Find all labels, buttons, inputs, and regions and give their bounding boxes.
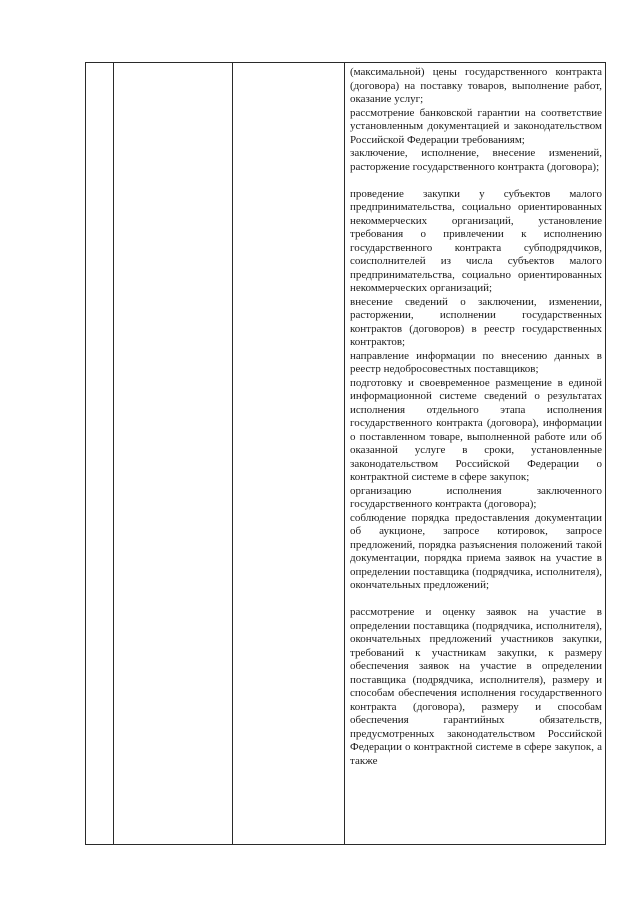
- paragraph-gap: [350, 593, 602, 607]
- paragraph: рассмотрение и оценку заявок на участие в определении поставщика (подрядчика, исполнителя), окончательных предложений участников закупки, требований к участникам закупки, к размеру обеспечения заявок на участие в определении поставщика (подрядчика, исполнителя), размеру и способам обеспечения исполнения государственного контракта (договора), размеру и способам обеспечения гарантийных обязательств, предусмотренных законодательством Российской Федерации о контрактной системе в сфере закупок, а также: [350, 606, 602, 767]
- paragraph: направление информации по внесению данных в реестр недобросовестных поставщиков;: [350, 349, 602, 375]
- paragraph: соблюдение порядка предоставления документации об аукционе, запросе котировок, запросе предложений, порядка разъяснения положений такой документации, порядка приема заявок на участие в определении поставщика (подрядчика, исполнителя), окончательных предложений;: [350, 511, 602, 591]
- column-divider-3: [344, 63, 345, 844]
- paragraph: подготовку и своевременное размещение в единой информационной системе сведений о результатах исполнения отдельного этапа исполнения государственного контракта (договора), информации о поставленном товаре, выполненной работе или об оказанной услуге в сроки, установленные законодательством Российской Федерации о контрактной системе в сфере закупок;: [350, 376, 602, 483]
- paragraph: рассмотрение банковской гарантии на соответствие установленным документацией и законодательством Российской Федерации требованиям;: [350, 106, 602, 146]
- paragraph: (максимальной) цены государственного контракта (договора) на поставку товаров, выполнение работ, оказание услуг;: [350, 66, 602, 105]
- paragraph: организацию исполнения заключенного государственного контракта (договора);: [350, 484, 602, 510]
- functions-cell: [350, 66, 602, 768]
- paragraph-gap: [350, 174, 602, 188]
- paragraph: проведение закупки у субъектов малого предпринимательства, социально ориентированных некоммерческих организаций, установление требования о привлечении к исполнению государственного контракта субподрядчиков, соисполнителей из числа субъектов малого предпринимательства, социально ориентированных некоммерческих организаций;: [350, 187, 602, 294]
- paragraph: заключение, исполнение, внесение изменений, расторжение государственного контракта (договора);: [350, 147, 602, 173]
- column-divider-2: [232, 63, 233, 844]
- paragraph: внесение сведений о заключении, изменении, расторжении, исполнении государственных контрактов (договоров) в реестр государственных контрактов;: [350, 295, 602, 348]
- column-divider-1: [113, 63, 114, 844]
- procurement-table: [85, 62, 606, 845]
